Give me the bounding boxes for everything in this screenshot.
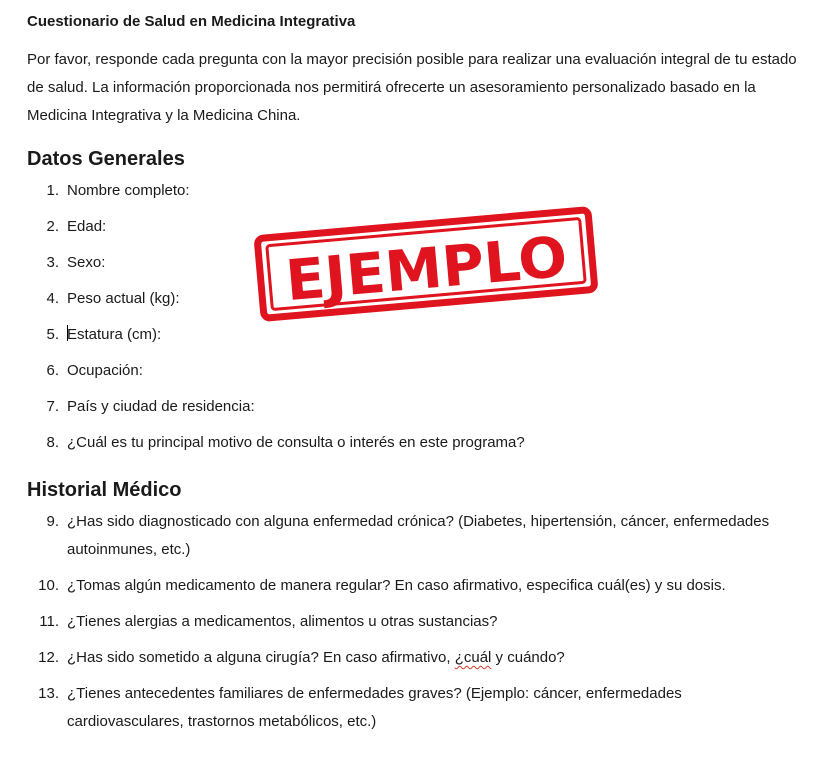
list-item-text[interactable]: ¿Tomas algún medicamento de manera regular? En caso afirmativo, especifica cuál(es) y su dosis. — [67, 577, 726, 594]
list-item-number: 8. — [46, 434, 59, 451]
list-item-number: 5. — [46, 326, 59, 343]
list-item-text-part: y cuándo? — [491, 649, 565, 666]
list-item-text[interactable]: Peso actual (kg): — [67, 290, 180, 307]
list-item — [27, 608, 802, 636]
list-item-number: 3. — [46, 254, 59, 271]
list-item-text[interactable]: ¿Cuál es tu principal motivo de consulta o interés en este programa? — [67, 434, 525, 451]
list-item — [27, 508, 802, 564]
list-item-number: 13. — [38, 685, 59, 702]
list-item-text[interactable]: ¿Tienes alergias a medicamentos, alimentos u otras sustancias? — [67, 613, 498, 630]
list-item-text[interactable]: ¿Has sido diagnosticado con alguna enfermedad crónica? (Diabetes, hipertensión, cáncer, enfermedades autoinmunes, etc.) — [67, 513, 770, 558]
list-item — [27, 572, 802, 600]
list-item — [27, 429, 802, 457]
list-item — [27, 393, 802, 421]
list-item-text: Estatura (cm): — [67, 326, 162, 343]
list-item — [27, 177, 802, 205]
document-page — [27, 12, 802, 736]
list-item-number: 9. — [46, 513, 59, 530]
list-item-text[interactable]: ¿Tienes antecedentes familiares de enfermedades graves? (Ejemplo: cáncer, enfermedades cardiovasculares, trastornos metabólicos, etc.) — [67, 685, 682, 730]
list-item — [27, 644, 802, 672]
list-item — [27, 680, 802, 736]
list-item-number: 6. — [46, 362, 59, 379]
list-item-number: 10. — [38, 577, 59, 594]
stamp-text: EJEMPLO — [283, 225, 564, 315]
list-item-text-with-cursor[interactable] — [59, 321, 802, 349]
list-item-number: 12. — [38, 649, 59, 666]
list-item-text[interactable]: Sexo: — [67, 254, 106, 271]
list-item-number: 1. — [46, 182, 59, 199]
list-item — [27, 249, 802, 277]
questions-list-datos-generales — [27, 177, 802, 457]
list-item-text[interactable]: Ocupación: — [67, 362, 143, 379]
list-item — [27, 285, 802, 313]
list-item-number: 2. — [46, 218, 59, 235]
list-item-text-part: ¿Has sido sometido a alguna cirugía? En caso afirmativo, — [67, 649, 455, 666]
list-item — [27, 357, 802, 385]
questions-list-historial-medico — [27, 508, 802, 736]
list-item — [27, 321, 802, 349]
list-item-text[interactable]: Edad: — [67, 218, 107, 235]
list-item-text[interactable] — [59, 644, 802, 672]
document-title: Cuestionario de Salud en Medicina Integrativa — [27, 13, 356, 30]
list-item-number: 11. — [39, 613, 59, 630]
intro-paragraph: Por favor, responde cada pregunta con la mayor precisión posible para realizar una evaluación integral de tu estado de salud. La información proporcionada nos permitirá ofrecerte un asesoramiento personalizado basado en la Medicina Integrativa y la Medicina China. — [27, 51, 797, 124]
section-heading-datos-generales: Datos Generales — [27, 148, 185, 170]
list-item-number: 4. — [46, 290, 59, 307]
spellcheck-flagged-word[interactable]: ¿cuál — [454, 649, 492, 666]
list-item-number: 7. — [46, 398, 59, 415]
list-item-text[interactable]: Nombre completo: — [67, 182, 190, 199]
list-item — [27, 213, 802, 241]
section-heading-historial-medico: Historial Médico — [27, 479, 182, 501]
list-item-text[interactable]: País y ciudad de residencia: — [67, 398, 255, 415]
